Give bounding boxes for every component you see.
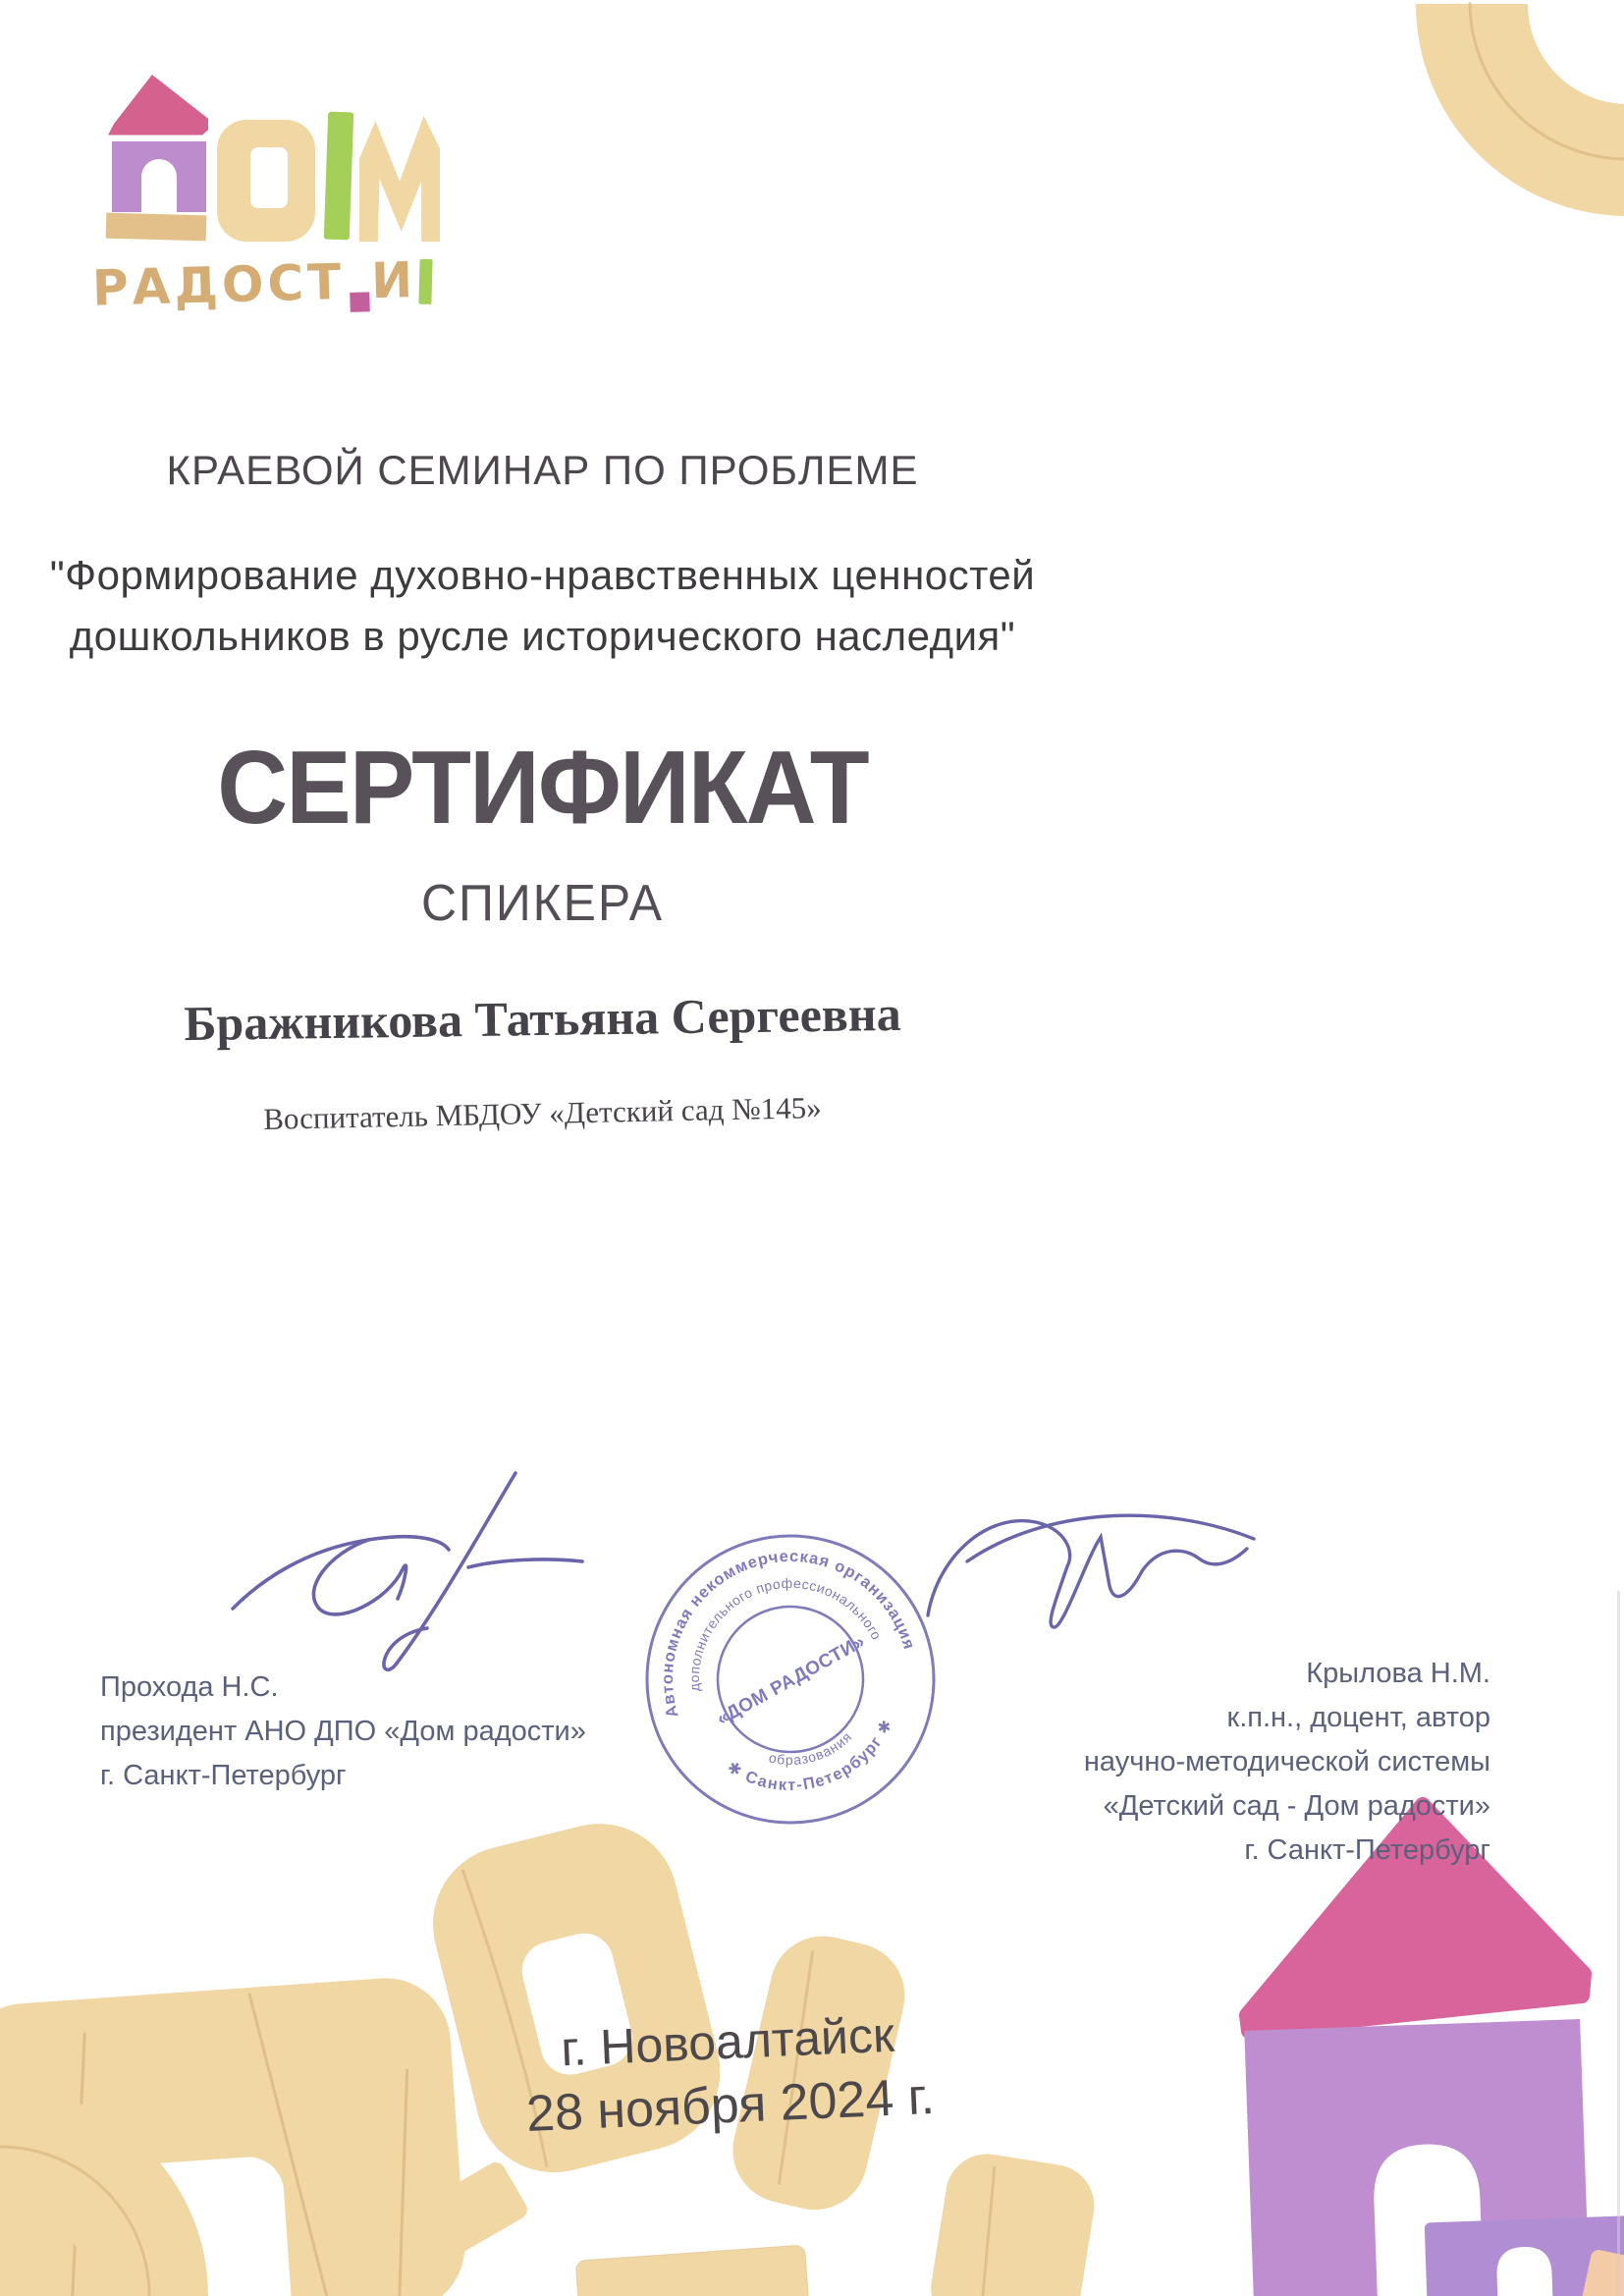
logo-word-radosti	[91, 250, 446, 316]
signatory-left-name: Прохода Н.С.	[100, 1671, 279, 1703]
seminar-heading: КРАЕВОЙ СЕМИНАР ПО ПРОБЛЕМЕ	[166, 447, 919, 493]
signatory-right-line1: к.п.н., доцент, автор	[1226, 1702, 1490, 1733]
stamp-ring-inner-bottom: образования	[767, 1727, 855, 1769]
signatory-right-block	[923, 1652, 1490, 1873]
recipient-position: Воспитатель МБДОУ «Детский сад №145»	[262, 1090, 823, 1136]
stamp-ring-inner-top: дополнительного профессионального	[685, 1574, 886, 1692]
recipient-name: Бражникова Татьяна Сергеевна	[184, 985, 901, 1052]
logo-house-base-icon	[106, 213, 207, 242]
logo-word-radosti-last: И	[370, 251, 417, 310]
signatory-right-line2: научно-методической системы	[1083, 1746, 1490, 1777]
logo-house-roof-icon	[108, 75, 208, 137]
certificate-subtitle: СПИКЕРА	[421, 875, 664, 932]
scan-edge-line	[1617, 1591, 1620, 2296]
seminar-topic-line2: дошкольников в русле исторического наследия"	[69, 613, 1016, 659]
signatory-left-city: г. Санкт-Петербург	[100, 1760, 347, 1791]
logo-letter-m-green-bar-icon	[324, 112, 354, 241]
logo-green-bar-icon	[418, 259, 432, 304]
wood-block-bottom-bar-icon	[575, 2245, 809, 2296]
stamp-ring-outer-top: Автономная некоммерческая организация	[658, 1547, 919, 1720]
logo-pink-dot-icon	[350, 292, 370, 312]
stamp-ring-outer-bottom: ✱ Санкт-Петербург ✱	[724, 1716, 897, 1795]
logo-word-radosti-main: РАДОСТ	[91, 252, 346, 317]
footer-date: 28 ноября 2024 г.	[524, 2067, 936, 2144]
seminar-topic-line1: "Формирование духовно-нравственных ценностей	[49, 552, 1036, 598]
signatory-right-line3: «Детский сад - Дом радости»	[1103, 1790, 1490, 1822]
signatory-right-city: г. Санкт-Петербург	[1244, 1834, 1490, 1866]
signatory-left-role: президент АНО ДПО «Дом радости»	[100, 1716, 586, 1747]
logo-letter-o-hole-icon	[250, 147, 288, 208]
signatory-left-block	[100, 1666, 586, 1798]
signatory-right-name: Крылова Н.М.	[1306, 1658, 1490, 1689]
wood-block-center-right-icon	[925, 2148, 1100, 2296]
wood-block-corner-top-right-icon	[1416, 2, 1624, 216]
certificate-title: СЕРТИФИКАТ	[217, 730, 868, 846]
logo-letter-m-icon	[359, 116, 440, 242]
stamp-center-text: «ДОМ РАДОСТИ»	[713, 1631, 869, 1730]
logo-house-arch-icon	[141, 159, 177, 212]
dom-radosti-logo	[65, 45, 458, 340]
footer-city: г. Новоалтайск	[560, 2006, 895, 2077]
